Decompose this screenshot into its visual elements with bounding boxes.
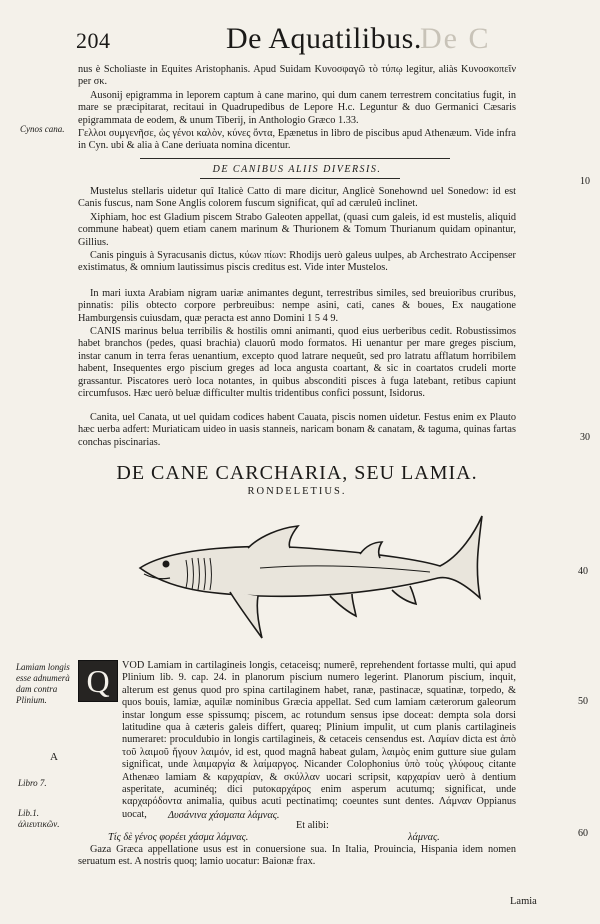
text-block: Mustelus stellaris uidetur quî Italicè Catto di mare dicitur, Anglicè Sonehownd uel Sonedow: id est Canis fuscus, nam Sone Anglis colorem fuscum significat, quî ad cæruleû inclinet. <box>78 186 516 210</box>
text-block: Xiphiam, hoc est Gladium piscem Strabo Galeoten appellat, (quasi cum galeis, id est mustelis, aliquid commune habeat) quem etiam canem marinum & Thurionem & Tomum Thurianum quidam opinantur, Gillius. <box>78 212 516 248</box>
running-head: De Aquatilibus. <box>226 22 422 55</box>
paragraph-5 <box>78 212 516 249</box>
page-number: 204 <box>76 28 111 53</box>
catchword: Lamia <box>510 896 537 907</box>
paragraph-1 <box>78 64 516 89</box>
shark-illustration <box>130 508 490 648</box>
text-block: CANIS marinus belua terribilis & hostilis omni animanti, quod eius uerberibus cedit. Robustissimos habet branchos (pedes, quasi brachia) clauorû modo formatos. Hi uenantur per mare greges piscium, instar canum in terra feras uenantium, excepto quod latrare nequeût, sed pro latratu afflatum horribilem habent, Insequentes ergo piscium greges ad loca angusta coartant, & sic in coartatos crudeli morte grassantur. Piscatores uerò loca notantes, in quibus absconditi pisces à fuga latebant, retibus capiunt circumfusos. Hæc uerò beluæ difficulter multis tridentibus confici possunt, Isidorus. <box>78 326 516 400</box>
bleed-through-text: De C <box>420 22 491 55</box>
paragraph-8 <box>78 326 516 400</box>
line-number: 50 <box>578 696 588 707</box>
shark-body <box>140 516 482 598</box>
paragraph-9 <box>78 412 516 449</box>
text-block: Canita, uel Canata, ut uel quidam codices habent Cauata, piscis nomen uidetur. Festus enim ex Plauto hæc uerba adfert: Muriaticam uideo in uasis stanneis, naricam bonam & canatam, & taguma, quinas fartas conchas piscinarias. <box>78 412 516 448</box>
text-block: Gaza Græca appellatione usus est in conuersione sua. In Italia, Prouincia, Hispania idem nomen seruatum est. A nostris quoq; lamio uocatur: Baionæ frax. <box>78 844 516 868</box>
paragraph-3 <box>78 128 516 153</box>
paragraph-10-lead <box>122 660 516 821</box>
pectoral-fin <box>230 592 262 638</box>
line-number: 40 <box>578 566 588 577</box>
line-number: 60 <box>578 828 588 839</box>
shark-eye <box>163 561 170 568</box>
text-block: Γελλοι συμγενῆσε, ὡς γένοι καλὸν, κύνες ὄντα, Epænetus in libro de piscibus apud Athenæum. Vide infra in Cyn. ubi & alia à Cane deriuata nomina dicentur. <box>78 128 516 152</box>
dorsal-fin <box>248 526 298 548</box>
text-block: In mari iuxta Arabiam nigram uariæ animantes degunt, terrestribus similes, sed breuioribus cruribus, pinnatis: pilis obtecto corpore perbreuibus: nempe asini, cati, canes & boues, Ex naugatione Hamburgensis cuiusdam, quæ peracta est anno Domini 1 5 4 9. <box>78 288 516 324</box>
verse-intro: Et alibi: <box>296 820 329 831</box>
chapter-title: DE CANE CARCHARIA, SEU LAMIA. <box>116 462 478 484</box>
text-block: nus è Scholiaste in Equites Aristophanis. Apud Suidam Κυνοσφαγῶ τὸ τύπῳ legitur, aliàs Κυνοσκοπεῖν per σκ. <box>78 64 516 88</box>
verse-line: Δυσάνινα χάσμαπα λάμνας. <box>168 810 280 821</box>
section-heading: DE CANIBUS ALIIS DIVERSIS. <box>212 164 382 175</box>
pelvic-fin <box>330 594 356 616</box>
paragraph-7 <box>78 288 516 325</box>
paragraph-11 <box>78 844 516 869</box>
text-block: Ausonij epigramma in leporem captum à cane marino, qui dum canem terrestrem concitatius fugit, in mare se præcipitarat, recitaui in Quadrupedibus de Lepore H.c. Leguntur & duo Germanici Cæsaris epigrammata de eodem, & unum Tiberij, in Anthologio Græco 1.33. <box>78 90 516 126</box>
chapter-subtitle: RONDELETIUS. <box>247 486 347 497</box>
verse-line-right: λάμνας. <box>408 832 440 843</box>
margin-note: Lamiam longis esse adnumerà dam contra Plinium. <box>16 662 70 705</box>
verse-line: Τίς δὲ γένος φορέει χάσμα λάμνας. <box>108 832 249 843</box>
paragraph-6 <box>78 250 516 275</box>
line-number: 10 <box>580 176 590 187</box>
paragraph-4 <box>78 186 516 211</box>
text-block: VOD Lamiam in cartilagineis longis, cetaceisq; numerê, reprehendent fortasse multi, qui apud Plinium lib. 9. cap. 24. in planorum piscium numero legerint. Planorum piscium, inquit, alterum est genus quod pro spina cartilaginem habet, ranæ, pastinacæ, squatinæ, torpedo, & quos bouis, lamiæ, aquilæ nominibus Græcia appellat. Sed cum lamiam cæterorum galeorum instar longum esse spissumq; piscem, ac rotundum sensus ipse doceat: dempta sola dorsi latitudine qua à cæteris galeis differt, quareq; Plinium impulit, ut cum planis cartilagineis numeraret: proculdubio in longis cartilagineis, & cetaceis censendus est. Λαμίαν dicta est ἀπὸ τοῦ λαιμοῦ ἥγουν λαιμόν, id est, quod magnâ habeat gulam, λαιμὸς enim gutture siue gulam significat, unde λαιμαργία & λαίμαργος. Nicander Colophonius ὑπὸ τοὺς γλύφους citante Athenæo lamiam & καρχαρίαν, & σκύλλαν uocari scripsit, καρχαρίαν uerò à dentium asperitate, acuminéq; dici putoκαρχάρος enim asperum acutumq; significat, unde καρχαρόδοντα animalia, quibus acuti pectinatimq; coeuntes sunt dentes. Λάμναν Oppianus uocat, <box>122 660 516 820</box>
divider-rule <box>200 178 400 179</box>
margin-note: Lib.1. ἁλιευτικῶν. <box>18 808 60 829</box>
anal-fin <box>392 586 416 604</box>
margin-note: Cynos cana. <box>20 124 65 134</box>
line-number: 30 <box>580 432 590 443</box>
margin-letter: A <box>50 751 58 763</box>
paragraph-2 <box>78 90 516 127</box>
text-block: Canis pinguis à Syracusanis dictus, κύων πίων: Rhodijs uerò galeus uulpes, ab Archestrato Accipenser existimatus, & omnium lautissimus piscis creditus est. Vide inter Mustelos. <box>78 250 516 274</box>
margin-note: Libro 7. <box>18 778 47 788</box>
divider-rule <box>140 158 450 159</box>
drop-cap: Q <box>78 660 118 702</box>
